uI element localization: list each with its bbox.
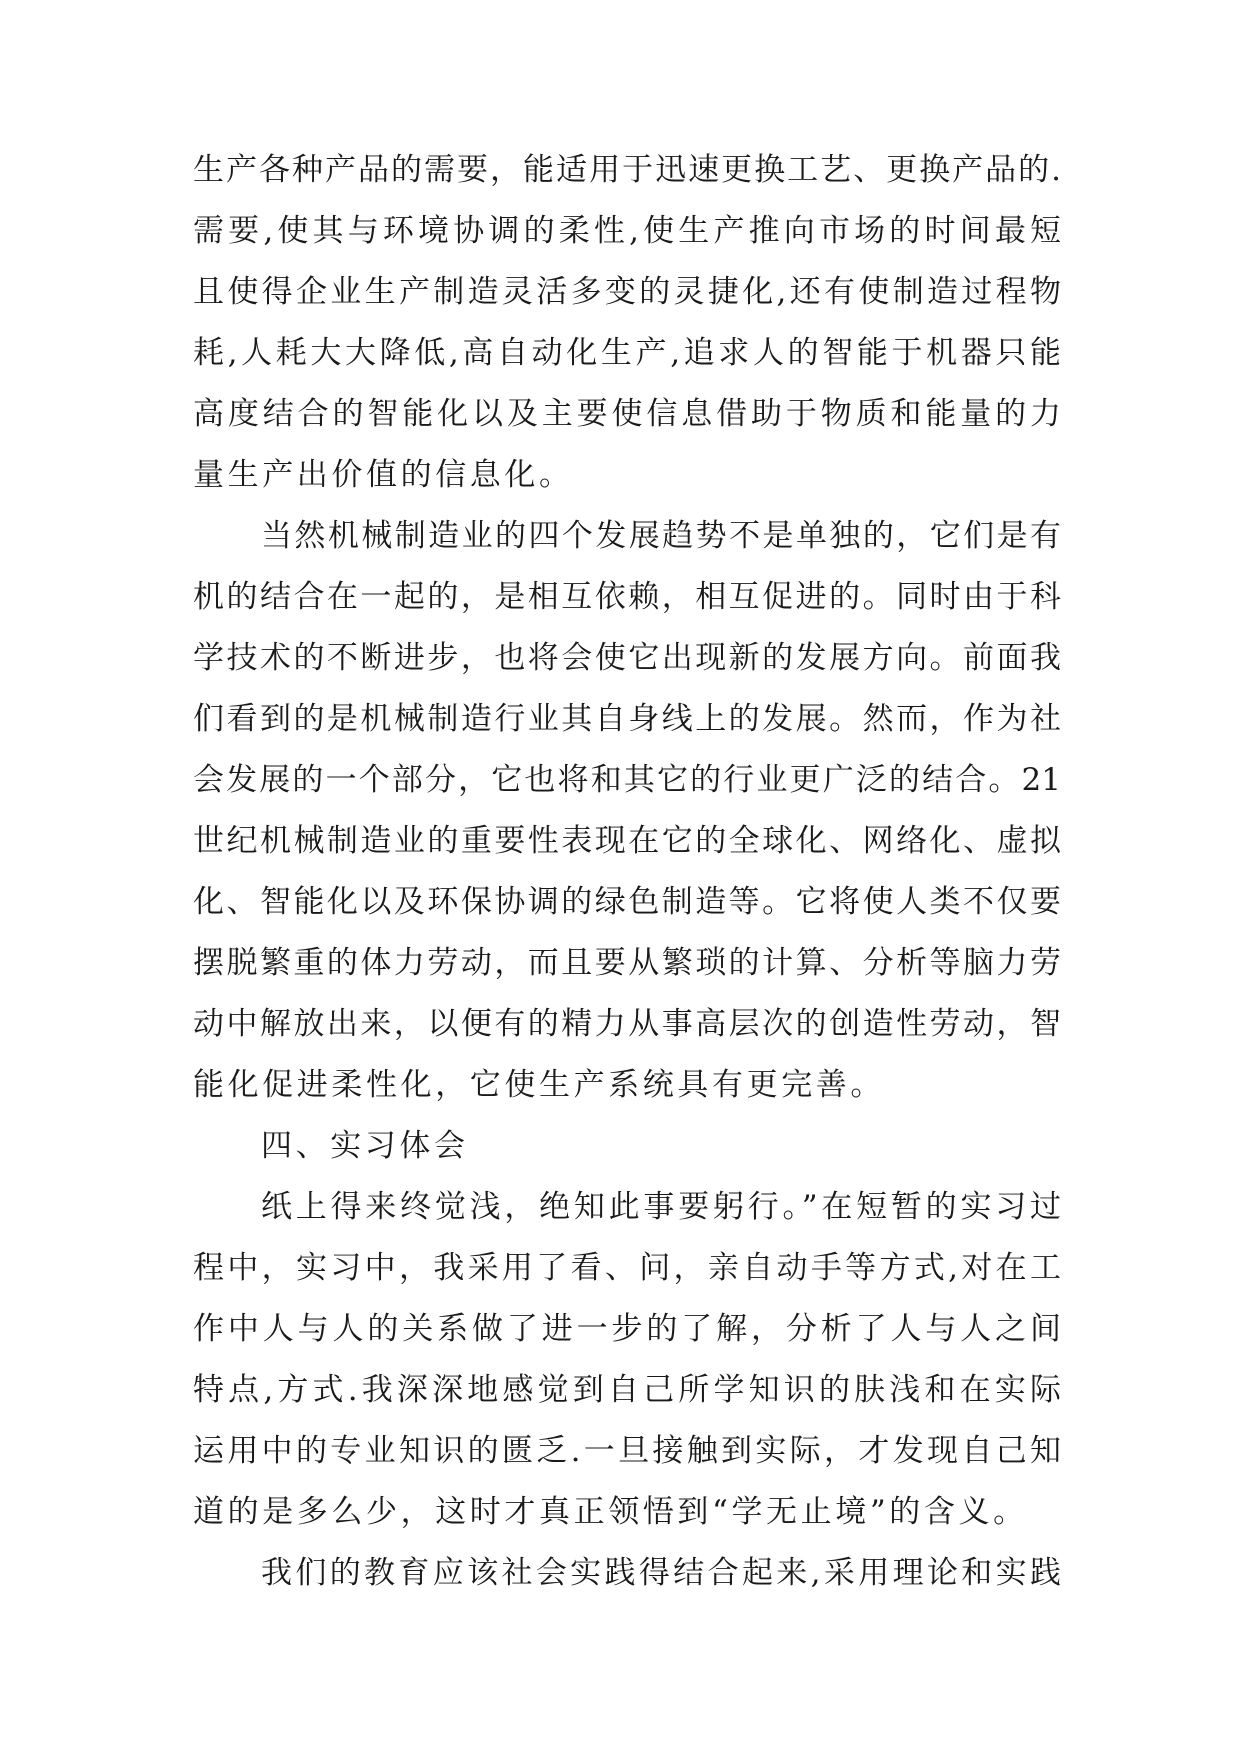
text-line: 们看到的是机械制造行业其自身线上的发展。然而，作为社	[193, 701, 1061, 737]
text-line: 机的结合在一起的，是相互依赖，相互促进的。同时由于科	[193, 579, 1061, 615]
paragraph-1	[193, 140, 1061, 506]
text-line: 高度结合的智能化以及主要使信息借助于物质和能量的力	[193, 396, 1061, 432]
text-line: 动中解放出来，以便有的精力从事高层次的创造性劳动，智	[193, 1006, 1061, 1042]
text-line: 学技术的不断进步，也将会使它出现新的发展方向。前面我	[193, 640, 1061, 676]
text-line: 且使得企业生产制造灵活多变的灵捷化,还有使制造过程物	[193, 274, 1061, 310]
text-line: 运用中的专业知识的匮乏.一旦接触到实际，才发现自己知	[193, 1433, 1061, 1469]
text-line: 耗,人耗大大降低,高自动化生产,追求人的智能于机器只能	[193, 335, 1061, 371]
text-line: 纸上得来终觉浅，绝知此事要躬行。”在短暂的实习过	[261, 1189, 1061, 1225]
text-line: 化、智能化以及环保协调的绿色制造等。它将使人类不仅要	[193, 884, 1061, 920]
paragraph-4	[193, 1543, 1061, 1604]
section-heading: 四、实习体会	[261, 1128, 469, 1164]
text-line: 世纪机械制造业的重要性表现在它的全球化、网络化、虚拟	[193, 823, 1061, 859]
text-line: 作中人与人的关系做了进一步的了解，分析了人与人之间	[193, 1311, 1061, 1347]
text-line: 能化促进柔性化，它使生产系统具有更完善。	[193, 1067, 885, 1103]
text-line: 特点,方式.我深深地感觉到自己所学知识的肤浅和在实际	[193, 1372, 1061, 1408]
text-line: 程中，实习中，我采用了看、问，亲自动手等方式,对在工	[193, 1250, 1061, 1286]
paragraph-2	[193, 506, 1061, 1116]
text-line: 道的是多么少，这时才真正领悟到“学无止境”的含义。	[193, 1494, 1028, 1530]
text-line: 量生产出价值的信息化。	[193, 457, 574, 493]
text-line: 当然机械制造业的四个发展趋势不是单独的，它们是有	[261, 518, 1061, 554]
text-line: 摆脱繁重的体力劳动，而且要从繁琐的计算、分析等脑力劳	[193, 945, 1061, 981]
text-line: 生产各种产品的需要，能适用于迅速更换工艺、更换产品的.	[193, 152, 1061, 188]
text-line: 会发展的一个部分，它也将和其它的行业更广泛的结合。21	[193, 762, 1061, 798]
text-line: 需要,使其与环境协调的柔性,使生产推向市场的时间最短	[193, 213, 1061, 249]
document-page	[193, 140, 1061, 1604]
paragraph-3	[193, 1177, 1061, 1543]
text-line: 我们的教育应该社会实践得结合起来,采用理论和实践	[261, 1555, 1061, 1591]
